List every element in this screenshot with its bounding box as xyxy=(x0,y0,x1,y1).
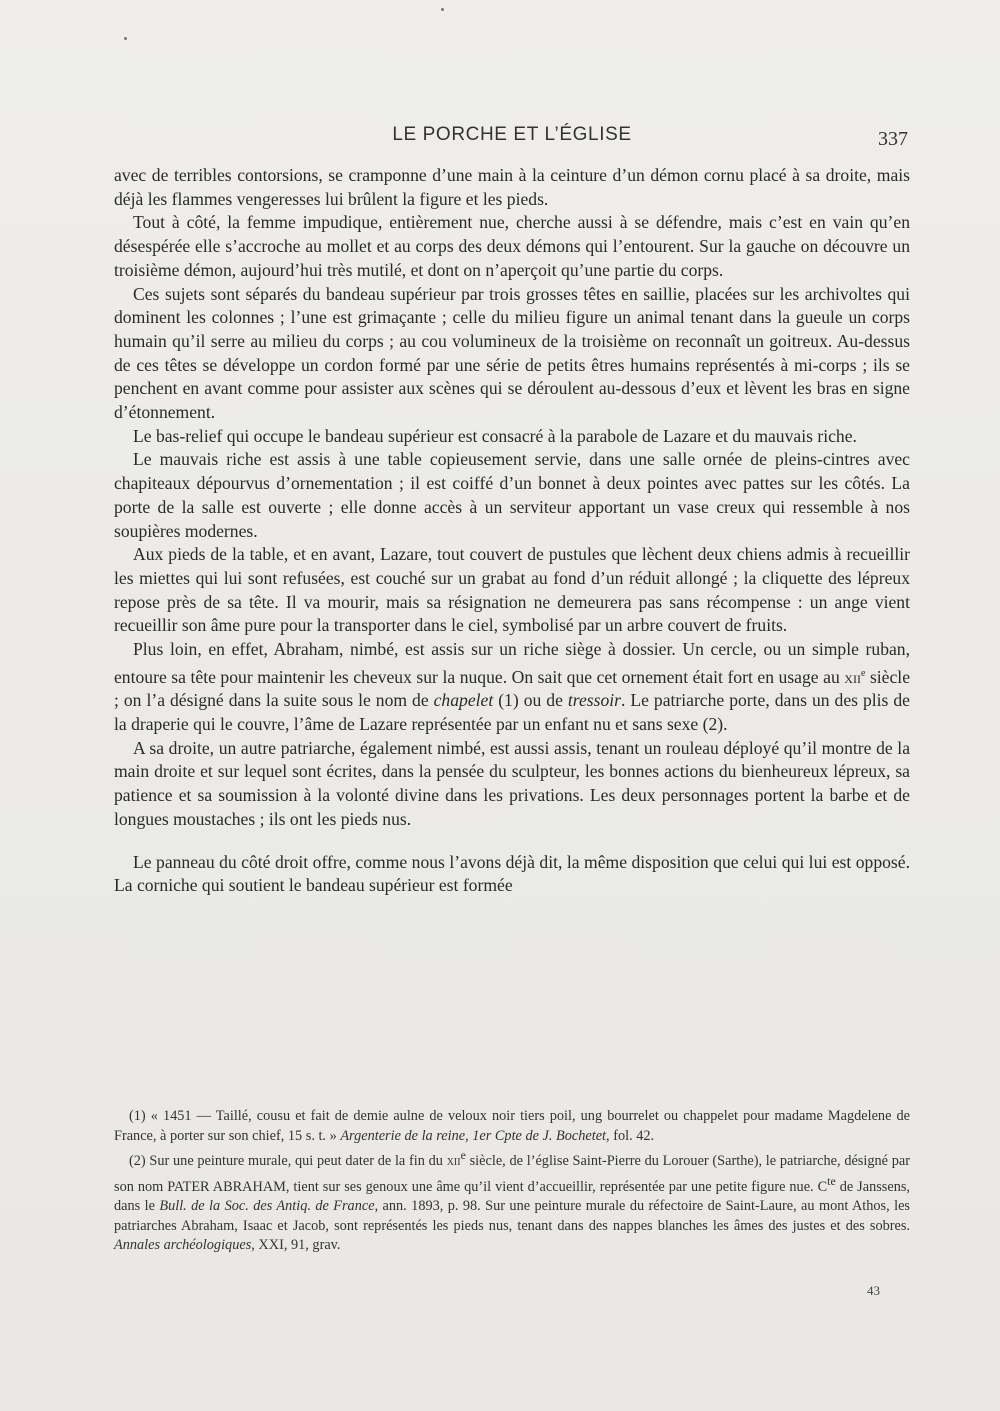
footnotes xyxy=(114,1107,910,1256)
paragraph: Tout à côté, la femme impudique, entièrement nue, cherche aussi à se défendre, mais c’est en vain qu’en désespérée elle s’accroche au mollet et au corps des deux démons qui l’entourent. Sur la gauche on découvre un troisième démon, aujourd’hui très mutilé, et dont on n’aperçoit qu’une partie du corps. xyxy=(114,212,910,280)
citation: Argenterie de la reine, 1er Cpte de J. Bochetet xyxy=(340,1127,607,1144)
text-run: (1) « 1451 — Taillé, cousu et fait de demie aulne de veloux noir tiers poil, ung bourrelet ou chappelet pour madame Magdelene de France, à porter sur son chief, 15 s. t. » xyxy=(114,1108,910,1144)
paragraph xyxy=(114,638,910,737)
paragraph: Ces sujets sont séparés du bandeau supérieur par trois grosses têtes en saillie, placées sur les archivoltes qui dominent les colonnes ; l’une est grimaçante ; celle du milieu figure un animal tenant dans la gueule un corps humain qu’il serre au milieu du corps ; au cou volumineux de la troisième on reconnaît un goitreux. Au-dessus de ces têtes se développe un cordon formé par une série de petits êtres humains représentés à mi-corps ; ils se penchent en avant comme pour assister aux scènes qui se déroulent au-dessous d’eux et lèvent les bras en signe d’étonnement. xyxy=(114,283,910,423)
paragraph: avec de terribles contorsions, se cramponne d’une main à la ceinture d’un démon cornu placé à sa droite, mais déjà les flammes vengeresses lui brûlent la figure et les pieds. xyxy=(114,165,910,209)
signature-mark: 43 xyxy=(867,1283,880,1298)
italic-term: chapelet xyxy=(433,690,494,711)
body-text xyxy=(114,164,910,898)
paragraph: Le mauvais riche est assis à une table copieusement servie, dans une salle ornée de pleins-cintres avec chapiteaux dépourvus d’ornementation ; il est coiffé d’un bonnet à deux pointes avec pattes sur les côtés. La porte de la salle est ouverte ; elle donne accès à un serviteur apportant un vase creux qui ressemble à nos soupières modernes. xyxy=(114,449,910,541)
running-title: LE PORCHE ET L’ÉGLISE xyxy=(392,124,632,145)
footnote-2 xyxy=(114,1146,910,1256)
superscript: e xyxy=(860,667,866,679)
text-run: (2) Sur une peinture murale, qui peut dater de la fin du xyxy=(129,1152,447,1169)
citation: Annales archéologiques xyxy=(114,1237,252,1254)
text-run: siècle, de l’église Saint-Pierre du Lorouer (Sarthe), le patriarche, désigné par son nom PATER ABRAHAM, tient sur ses genoux une âme qu’il vient d’accueillir, représentée par une petite figure nue. C xyxy=(114,1152,910,1195)
text-run: , fol. 42. xyxy=(606,1127,655,1144)
paragraph: Le panneau du côté droit offre, comme nous l’avons déjà dit, la même disposition que celui qui lui est opposé. La corniche qui soutient le bandeau supérieur est formée xyxy=(114,851,910,896)
superscript: te xyxy=(827,1173,836,1188)
text-run: . Le patriarche porte, dans un des plis de la draperie qui le couvre, l’âme de Lazare représentée par un enfant nu et sans sexe (2). xyxy=(114,690,910,735)
text-run: , XXI, 91, grav. xyxy=(251,1237,341,1254)
century-numeral: xii xyxy=(446,1152,461,1169)
page-number: 337 xyxy=(878,128,908,150)
text-run: siècle ; on l’a désigné dans la suite sous le nom de xyxy=(114,666,910,711)
text-run: Plus loin, en effet, Abraham, nimbé, est assis sur un riche siège à dossier. Un cercle, ou un simple ruban, entoure sa tête pour maintenir les cheveux sur la nuque. On sait que cet ornement était fort en usage au xyxy=(114,639,910,687)
paragraph: A sa droite, un autre patriarche, également nimbé, est aussi assis, tenant un rouleau déployé qu’il montre de la main droite et sur lequel sont écrites, dans la pensée du sculpteur, les bonnes actions du bienheureux lépreux, sa patience et sa soumission à la volonté divine dans les privations. Les deux personnages portent la barbe et de longues moustaches ; ils ont les pieds nus. xyxy=(114,737,910,829)
paragraph: Aux pieds de la table, et en avant, Lazare, tout couvert de pustules que lèchent deux chiens admis à recueillir les miettes qui lui sont refusées, est couché sur un grabat au fond d’un réduit allongé ; la cliquette des lépreux repose près de sa tête. Il va mourir, mais sa résignation ne demeurera pas sans récompense : un ange vient recueillir son âme pure pour la transporter dans le ciel, symbolisé par un arbre couvert de fruits. xyxy=(114,544,910,636)
century-numeral: xii xyxy=(844,666,861,687)
text-run: de Janssens, dans le xyxy=(114,1178,910,1214)
paragraph: Le bas-relief qui occupe le bandeau supérieur est consacré à la parabole de Lazare et du mauvais riche. xyxy=(133,425,857,446)
print-speck xyxy=(124,37,127,40)
page-header xyxy=(114,124,910,154)
citation: Bull. de la Soc. des Antiq. de France xyxy=(159,1197,375,1214)
print-speck xyxy=(441,8,444,11)
footnote-ref-text: (1) ou de xyxy=(493,690,568,711)
text-run: , ann. 1893, p. 98. Sur une peinture murale du réfectoire de Saint-Laure, au mont Athos, les patriarches Abraham, Isaac et Jacob, sont représentés les pieds nus, tenant dans des nappes blanches les âmes des justes et des sobres. xyxy=(114,1197,910,1234)
italic-term: tressoir xyxy=(567,690,621,711)
superscript: e xyxy=(460,1148,466,1163)
footnote-1 xyxy=(114,1107,910,1146)
